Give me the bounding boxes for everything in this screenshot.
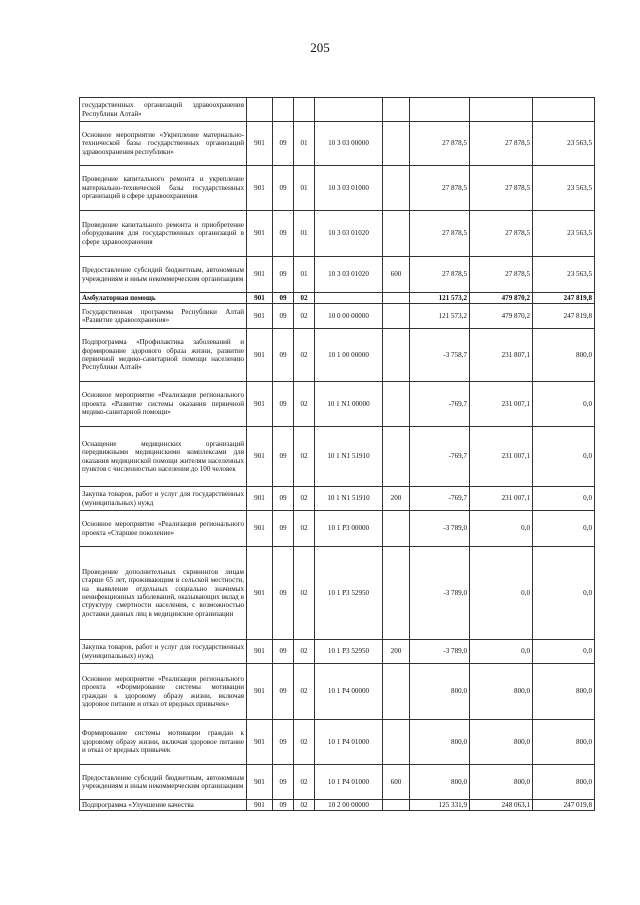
subsection-code-cell: 02 xyxy=(294,720,315,765)
item-name-cell: Проведение дополнительных скринингов лицам старше 65 лет, проживающим в сельской местности, на выявление отдельных социально значимых неинфекционных заболеваний, оказывающих вклад в структуру смертности населения, с возможностью доставки данных лиц в медицинские организации xyxy=(80,547,247,640)
item-name-cell: Амбулаторная помощь xyxy=(80,293,247,304)
target-article-cell: 10 1 P4 00000 xyxy=(315,664,383,720)
expense-type-cell xyxy=(383,122,410,166)
item-name-cell: Проведение капитального ремонта и приобретение оборудования для государственных организаций в сфере здравоохранения xyxy=(80,211,247,257)
amount-year1-cell xyxy=(410,98,470,122)
table-row xyxy=(80,765,595,800)
expense-type-cell xyxy=(383,427,410,487)
item-name-cell: Основное мероприятие «Укрепление материально-технической базы государственных организаций здравоохранения республики» xyxy=(80,122,247,166)
grbs-code-cell: 901 xyxy=(247,382,273,427)
target-article-cell: 10 1 N1 51910 xyxy=(315,487,383,511)
amount-year2-cell: 231 007,1 xyxy=(470,487,533,511)
amount-year2-cell: 27 878,5 xyxy=(470,166,533,211)
amount-year3-cell: 247 819,8 xyxy=(533,304,595,329)
table-row xyxy=(80,487,595,511)
section-code-cell: 09 xyxy=(273,329,294,382)
section-code-cell: 09 xyxy=(273,720,294,765)
target-article-cell: 10 1 P4 01000 xyxy=(315,765,383,800)
section-code-cell: 09 xyxy=(273,257,294,293)
target-article-cell: 10 1 P3 00000 xyxy=(315,511,383,547)
amount-year3-cell: 23 563,5 xyxy=(533,122,595,166)
expense-type-cell xyxy=(383,382,410,427)
grbs-code-cell: 901 xyxy=(247,166,273,211)
expense-type-cell xyxy=(383,547,410,640)
item-name-cell: государственных организаций здравоохранения Республики Алтай» xyxy=(80,98,247,122)
amount-year3-cell: 800,0 xyxy=(533,720,595,765)
section-code-cell: 09 xyxy=(273,640,294,664)
amount-year1-cell: -769,7 xyxy=(410,382,470,427)
amount-year1-cell: 800,0 xyxy=(410,720,470,765)
section-code-cell: 09 xyxy=(273,547,294,640)
grbs-code-cell: 901 xyxy=(247,640,273,664)
amount-year3-cell: 23 563,5 xyxy=(533,211,595,257)
amount-year1-cell: 800,0 xyxy=(410,664,470,720)
grbs-code-cell: 901 xyxy=(247,487,273,511)
table-row xyxy=(80,800,595,811)
expense-type-cell xyxy=(383,800,410,811)
table-row xyxy=(80,122,595,166)
table-row xyxy=(80,511,595,547)
target-article-cell: 10 1 00 00000 xyxy=(315,329,383,382)
amount-year3-cell: 0,0 xyxy=(533,640,595,664)
grbs-code-cell: 901 xyxy=(247,304,273,329)
target-article-cell: 10 3 03 01020 xyxy=(315,257,383,293)
page-number: 205 xyxy=(310,40,330,55)
section-code-cell: 09 xyxy=(273,382,294,427)
subsection-code-cell: 02 xyxy=(294,427,315,487)
item-name-cell: Основное мероприятие «Реализация регионального проекта «Старшее поколение» xyxy=(80,511,247,547)
amount-year3-cell: 0,0 xyxy=(533,547,595,640)
target-article-cell xyxy=(315,98,383,122)
expense-type-cell: 600 xyxy=(383,765,410,800)
section-code-cell: 09 xyxy=(273,487,294,511)
amount-year2-cell: 0,0 xyxy=(470,547,533,640)
table-row xyxy=(80,427,595,487)
grbs-code-cell: 901 xyxy=(247,547,273,640)
amount-year3-cell: 247 819,8 xyxy=(533,293,595,304)
amount-year2-cell: 248 063,1 xyxy=(470,800,533,811)
subsection-code-cell: 01 xyxy=(294,257,315,293)
grbs-code-cell: 901 xyxy=(247,211,273,257)
expense-type-cell xyxy=(383,720,410,765)
amount-year2-cell: 800,0 xyxy=(470,720,533,765)
table-row xyxy=(80,211,595,257)
amount-year3-cell: 247 019,8 xyxy=(533,800,595,811)
amount-year2-cell: 27 878,5 xyxy=(470,257,533,293)
item-name-cell: Закупка товаров, работ и услуг для государственных (муниципальных) нужд xyxy=(80,640,247,664)
item-name-cell: Подпрограмма «Профилактика заболеваний и формирование здорового образа жизни, развитие первичной медико-санитарной помощи населению Республики Алтай» xyxy=(80,329,247,382)
amount-year3-cell: 800,0 xyxy=(533,329,595,382)
subsection-code-cell: 02 xyxy=(294,382,315,427)
table-row xyxy=(80,547,595,640)
amount-year3-cell: 23 563,5 xyxy=(533,257,595,293)
item-name-cell: Оснащение медицинских организаций передвижными медицинскими комплексами для оказания медицинской помощи жителям населенных пунктов с численностью населения до 100 человек xyxy=(80,427,247,487)
table-row xyxy=(80,640,595,664)
subsection-code-cell: 02 xyxy=(294,329,315,382)
grbs-code-cell: 901 xyxy=(247,664,273,720)
table-row xyxy=(80,664,595,720)
subsection-code-cell: 02 xyxy=(294,487,315,511)
item-name-cell: Проведение капитального ремонта и укрепление материально-технической базы государственных организаций в сфере здравоохранения xyxy=(80,166,247,211)
expense-type-cell xyxy=(383,664,410,720)
section-code-cell: 09 xyxy=(273,166,294,211)
expense-type-cell: 200 xyxy=(383,487,410,511)
subsection-code-cell: 02 xyxy=(294,640,315,664)
amount-year2-cell: 800,0 xyxy=(470,765,533,800)
section-code-cell: 09 xyxy=(273,511,294,547)
amount-year3-cell: 0,0 xyxy=(533,511,595,547)
section-code-cell: 09 xyxy=(273,211,294,257)
table-row xyxy=(80,98,595,122)
table-row xyxy=(80,293,595,304)
grbs-code-cell: 901 xyxy=(247,122,273,166)
target-article-cell: 10 1 N1 51910 xyxy=(315,427,383,487)
amount-year1-cell: -769,7 xyxy=(410,487,470,511)
grbs-code-cell: 901 xyxy=(247,293,273,304)
item-name-cell: Основное мероприятие «Реализация регионального проекта «Развитие системы оказания первичной медико-санитарной помощи» xyxy=(80,382,247,427)
subsection-code-cell: 01 xyxy=(294,211,315,257)
target-article-cell xyxy=(315,293,383,304)
amount-year1-cell: -3 789,0 xyxy=(410,547,470,640)
expense-type-cell: 600 xyxy=(383,257,410,293)
target-article-cell: 10 1 P3 52950 xyxy=(315,640,383,664)
amount-year1-cell: -3 789,0 xyxy=(410,640,470,664)
amount-year3-cell xyxy=(533,98,595,122)
amount-year3-cell: 0,0 xyxy=(533,427,595,487)
subsection-code-cell: 02 xyxy=(294,800,315,811)
amount-year1-cell: -3 789,0 xyxy=(410,511,470,547)
amount-year2-cell: 479 870,2 xyxy=(470,293,533,304)
amount-year1-cell: 121 573,2 xyxy=(410,293,470,304)
expense-type-cell: 200 xyxy=(383,640,410,664)
table-row xyxy=(80,382,595,427)
amount-year3-cell: 800,0 xyxy=(533,664,595,720)
amount-year2-cell: 800,0 xyxy=(470,664,533,720)
item-name-cell: Закупка товаров, работ и услуг для государственных (муниципальных) нужд xyxy=(80,487,247,511)
item-name-cell: Формирование системы мотивации граждан к здоровому образу жизни, включая здоровое питание и отказ от вредных привычек xyxy=(80,720,247,765)
amount-year2-cell: 27 878,5 xyxy=(470,122,533,166)
amount-year2-cell: 27 878,5 xyxy=(470,211,533,257)
grbs-code-cell xyxy=(247,98,273,122)
grbs-code-cell: 901 xyxy=(247,765,273,800)
expense-type-cell xyxy=(383,166,410,211)
subsection-code-cell: 02 xyxy=(294,765,315,800)
section-code-cell: 09 xyxy=(273,304,294,329)
expense-type-cell xyxy=(383,511,410,547)
target-article-cell: 10 1 P3 52950 xyxy=(315,547,383,640)
subsection-code-cell: 02 xyxy=(294,304,315,329)
expense-type-cell xyxy=(383,211,410,257)
amount-year2-cell: 0,0 xyxy=(470,640,533,664)
target-article-cell: 10 3 03 01020 xyxy=(315,211,383,257)
target-article-cell: 10 1 N1 00000 xyxy=(315,382,383,427)
amount-year2-cell: 231 007,1 xyxy=(470,427,533,487)
subsection-code-cell: 01 xyxy=(294,166,315,211)
section-code-cell: 09 xyxy=(273,664,294,720)
amount-year1-cell: 27 878,5 xyxy=(410,166,470,211)
grbs-code-cell: 901 xyxy=(247,720,273,765)
target-article-cell: 10 1 P4 01000 xyxy=(315,720,383,765)
item-name-cell: Государственная программа Республики Алтай «Развитие здравоохранения» xyxy=(80,304,247,329)
table-body xyxy=(80,98,595,811)
table-row xyxy=(80,304,595,329)
table-row xyxy=(80,257,595,293)
expense-type-cell xyxy=(383,98,410,122)
subsection-code-cell: 01 xyxy=(294,122,315,166)
grbs-code-cell: 901 xyxy=(247,800,273,811)
amount-year1-cell: 27 878,5 xyxy=(410,211,470,257)
grbs-code-cell: 901 xyxy=(247,257,273,293)
amount-year2-cell: 0,0 xyxy=(470,511,533,547)
amount-year2-cell: 231 007,1 xyxy=(470,382,533,427)
table-row xyxy=(80,329,595,382)
amount-year1-cell: 121 573,2 xyxy=(410,304,470,329)
subsection-code-cell: 02 xyxy=(294,293,315,304)
amount-year3-cell: 0,0 xyxy=(533,382,595,427)
grbs-code-cell: 901 xyxy=(247,329,273,382)
item-name-cell: Основное мероприятие «Реализация регионального проекта «Формирование системы мотивации граждан к здоровому образу жизни, включая здоровое питание и отказ от вредных привычек» xyxy=(80,664,247,720)
amount-year1-cell: -769,7 xyxy=(410,427,470,487)
amount-year1-cell: 125 331,9 xyxy=(410,800,470,811)
amount-year3-cell: 800,0 xyxy=(533,765,595,800)
amount-year2-cell: 479 870,2 xyxy=(470,304,533,329)
item-name-cell: Предоставление субсидий бюджетным, автономным учреждениям и иным некоммерческим организациям xyxy=(80,765,247,800)
target-article-cell: 10 3 03 01000 xyxy=(315,166,383,211)
item-name-cell: Подпрограмма «Улучшение качества xyxy=(80,800,247,811)
section-code-cell: 09 xyxy=(273,427,294,487)
grbs-code-cell: 901 xyxy=(247,427,273,487)
amount-year1-cell: -3 758,7 xyxy=(410,329,470,382)
target-article-cell: 10 2 00 00000 xyxy=(315,800,383,811)
budget-table xyxy=(79,97,595,811)
item-name-cell: Предоставление субсидий бюджетным, автономным учреждениям и иным некоммерческим организациям xyxy=(80,257,247,293)
amount-year3-cell: 23 563,5 xyxy=(533,166,595,211)
target-article-cell: 10 3 03 00000 xyxy=(315,122,383,166)
subsection-code-cell: 02 xyxy=(294,511,315,547)
expense-type-cell xyxy=(383,304,410,329)
amount-year1-cell: 800,0 xyxy=(410,765,470,800)
expense-type-cell xyxy=(383,329,410,382)
section-code-cell: 09 xyxy=(273,765,294,800)
amount-year2-cell xyxy=(470,98,533,122)
section-code-cell: 09 xyxy=(273,293,294,304)
expense-type-cell xyxy=(383,293,410,304)
section-code-cell: 09 xyxy=(273,800,294,811)
subsection-code-cell xyxy=(294,98,315,122)
amount-year3-cell: 0,0 xyxy=(533,487,595,511)
grbs-code-cell: 901 xyxy=(247,511,273,547)
table-row xyxy=(80,720,595,765)
table-row xyxy=(80,166,595,211)
amount-year1-cell: 27 878,5 xyxy=(410,122,470,166)
subsection-code-cell: 02 xyxy=(294,664,315,720)
subsection-code-cell: 02 xyxy=(294,547,315,640)
amount-year1-cell: 27 878,5 xyxy=(410,257,470,293)
target-article-cell: 10 0 00 00000 xyxy=(315,304,383,329)
amount-year2-cell: 231 807,1 xyxy=(470,329,533,382)
section-code-cell xyxy=(273,98,294,122)
section-code-cell: 09 xyxy=(273,122,294,166)
